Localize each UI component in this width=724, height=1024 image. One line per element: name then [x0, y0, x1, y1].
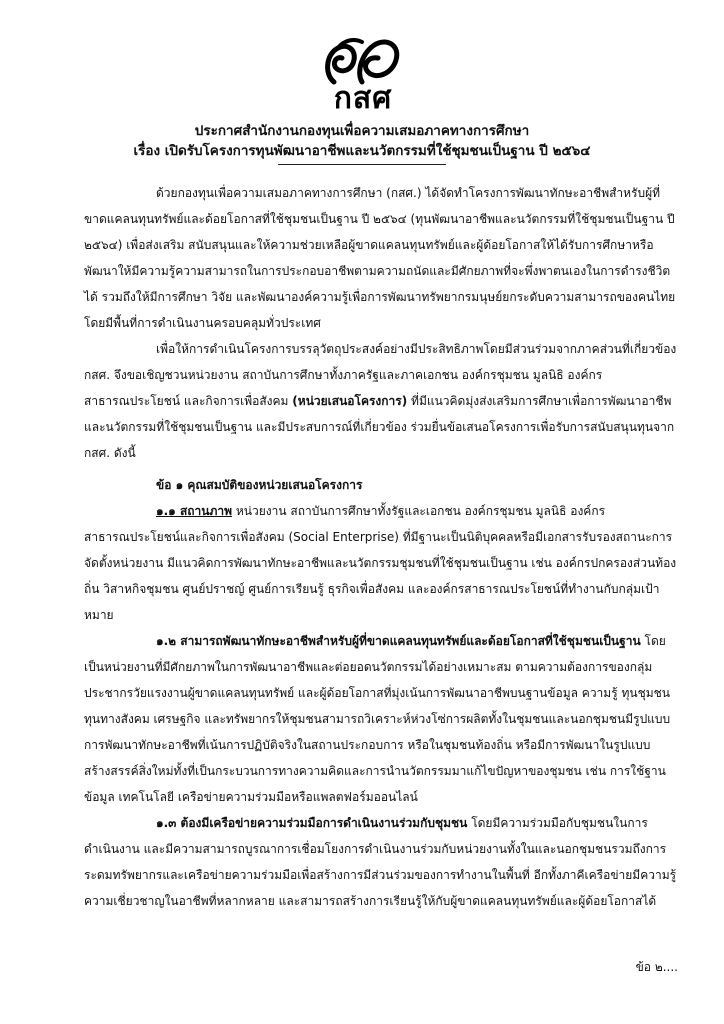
paragraph-intro: ด้วยกองทุนเพื่อความเสมอภาคทางการศึกษา (กสศ.) ได้จัดทำโครงการพัฒนาทักษะอาชีพสำหรับผู้ที่ขาดแคลนทุนทรัพย์และด้อยโอกาสที่ใช้ชุมชนเป็นฐาน ปี ๒๕๖๔ (ทุนพัฒนาอาชีพและนวัตกรรมที่ใช้ชุมชนเป็นฐาน ปี ๒๕๖๔) เพื่อส่งเสริม สนับสนุนและให้ความช่วยเหลือผู้ขาดแคลนทุนทรัพย์และผู้ด้อยโอกาสให้ได้รับการศึกษาหรือพัฒนาให้มีความรู้ความสามารถในการประกอบอาชีพตามความถนัดและมีศักยภาพที่จะพึ่งพาตนเองในการดำรงชีวิตได้ รวมถึงให้มีการศึกษา วิจัย และพัฒนาองค์ความรู้เพื่อการพัฒนาทรัพยากรมนุษย์ยกระดับความสามารถของคนไทย โดยมีพื้นที่การดำเนินงานครอบคลุมทั่วประเทศ [84, 186, 676, 330]
section-1-1-title: ๑.๑ สถานภาพ [156, 504, 233, 518]
logo-text: กสศ [333, 81, 393, 116]
section-1-2-text: โดยเป็นหน่วยงานที่มีศักยภาพในการพัฒนาอาชีพและต่อยอดนวัตกรรมได้อย่างเหมาะสม ตามความต้องการของกลุ่มประชากรวัยแรงงานผู้ขาดแคลนทุนทรัพย์ และผู้ด้อยโอกาสที่มุ่งเน้นการพัฒนาอาชีพบนฐานข้อมูล ความรู้ ทุนชุมชน ทุนทางสังคม เศรษฐกิจ และทรัพยากรให้ชุมชนสามารถวิเคราะห์ห่วงโซ่การผลิตทั้งในชุมชนและนอกชุมชนมีรูปแบบการพัฒนาทักษะอาชีพที่เน้นการปฏิบัติจริงในสถานประกอบการ หรือในชุมชนท้องถิ่น หรือมีการพัฒนาในรูปแบบสร้างสรรค์สิ่งใหม่ทั้งที่เป็นกระบวนการทางความคิดและการนำนวัตกรรมมาแก้ไขปัญหาของชุมชน เช่น การใช้ฐานข้อมูล เทคโนโลยี เครือข่ายความร่วมมือหรือแพลตฟอร์มออนไลน์ [84, 634, 671, 804]
invitation-text-a: เพื่อให้การดำเนินโครงการบรรลุวัตถุประสงค์อย่างมีประสิทธิภาพโดยมีส่วนร่วมจากภาคส่วนที่เกี่ยวข้อง กสศ. จึงขอเชิญชวนหน่วยงาน สถาบันการศึกษาทั้งภาครัฐและภาคเอกชน องค์กรชุมชน มูลนิธิ องค์กรสาธารณประโยชน์ และกิจการเพื่อสังคม [84, 342, 677, 408]
section-1-1 [84, 498, 678, 628]
section-1-3-text: โดยมีความร่วมมือกับชุมชนในการดำเนินงาน และมีความสามารถบูรณาการเชื่อมโยงการดำเนินงานร่วมกับหน่วยงานทั้งในและนอกชุมชนรวมถึงการระดมทรัพยากรและเครือข่ายความร่วมมือเพื่อสร้างการมีส่วนร่วมของการทำงานในพื้นที่ อีกทั้งภาคีเครือข่ายมีความรู้ความเชี่ยวชาญในอาชีพที่หลากหลาย และสามารถสร้างการเรียนรู้ให้กับผู้ขาดแคลนทุนทรัพย์และผู้ด้อยโอกาสได้ [84, 816, 677, 908]
paragraph-invitation [84, 336, 678, 466]
section-1-2-title: ๑.๒ สามารถพัฒนาทักษะอาชีพสำหรับผู้ที่ขาดแคลนทุนทรัพย์และด้อยโอกาสที่ใช้ชุมชนเป็นฐาน [156, 634, 641, 648]
section-1-3 [84, 810, 678, 914]
announcement-title: ประกาศสำนักงานกองทุนเพื่อความเสมอภาคทางการศึกษา [194, 123, 530, 139]
section-1-1-text: หน่วยงาน สถาบันการศึกษาทั้งรัฐและเอกชน องค์กรชุมชน มูลนิธิ องค์กรสาธารณประโยชน์และกิจการเพื่อสังคม (Social Enterprise) ที่มีฐานะเป็นนิติบุคคลหรือมีเอกสารรับรองสถานะการจัดตั้งหน่วยงาน มีแนวคิดการพัฒนาทักษะอาชีพและนวัตกรรมชุมชนที่ใช้ชุมชนเป็นฐาน เช่น องค์กรปกครองส่วนท้องถิ่น วิสาหกิจชุมชน ศูนย์ปราชญ์ ศูนย์การเรียนรู้ ธุรกิจเพื่อสังคม และองค์กรสาธารณประโยชน์ที่ทำงานกับกลุ่มเป้าหมาย [84, 504, 677, 622]
header-divider [278, 164, 446, 165]
announcement-subject: เรื่อง เปิดรับโครงการทุนพัฒนาอาชีพและนวัตกรรมที่ใช้ชุมชนเป็นฐาน ปี ๒๕๖๔ [133, 143, 591, 159]
document-body [84, 180, 678, 914]
invitation-bold: (หน่วยเสนอโครงการ) [292, 394, 408, 408]
section-1-heading: ข้อ ๑ คุณสมบัติของหน่วยเสนอโครงการ [156, 478, 363, 492]
page-continuation: ข้อ ๒.... [635, 960, 678, 974]
section-1-2 [84, 628, 678, 810]
invitation-text-b: ที่มีแนวคิดมุ่งส่งเสริมการศึกษาเพื่อการพัฒนาอาชีพและนวัตกรรมที่ใช้ชุมชนเป็นฐาน และมีประสบการณ์ที่เกี่ยวข้อง ร่วมยื่นข้อเสนอโครงการเพื่อรับการสนับสนุนทุนจาก กสศ. ดังนี้ [84, 394, 675, 460]
section-1-3-title: ๑.๓ ต้องมีเครือข่ายความร่วมมือการดำเนินงานร่วมกับชุมชน [156, 816, 468, 830]
